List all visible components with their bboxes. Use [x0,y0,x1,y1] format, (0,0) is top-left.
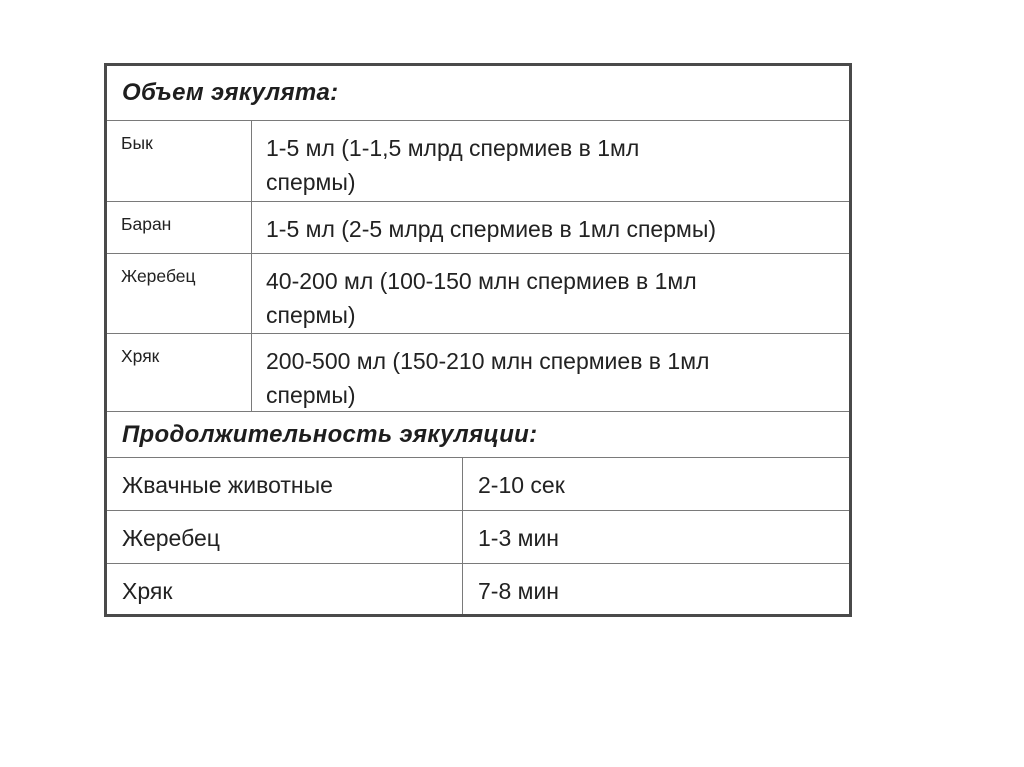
animal-name: Бык [121,133,153,153]
value-cell [463,458,849,510]
animal-cell [107,254,252,333]
animal-name: Хряк [121,346,160,366]
animal-cell [107,458,463,510]
animal-cell [107,121,252,201]
table-row [107,254,849,334]
duration-value: 7-8 мин [478,578,559,604]
animal-cell [107,511,463,563]
duration-value: 1-3 мин [478,525,559,551]
animal-name: Хряк [122,578,173,604]
volume-value: 40-200 мл (100-150 млн спермиев в 1мл спермы) [266,268,697,328]
table-row [107,511,849,564]
value-cell [252,121,849,201]
volume-heading: Объем эякулята: [122,79,339,106]
animal-cell [107,202,252,253]
value-cell [463,564,849,614]
value-cell [252,254,849,333]
table-row [107,458,849,511]
volume-value: 1-5 мл (1-1,5 млрд спермиев в 1мл спермы) [266,135,640,195]
volume-heading-cell [107,66,849,120]
duration-value: 2-10 сек [478,472,565,498]
volume-heading-row [107,66,849,121]
table-row [107,202,849,254]
ejaculate-table [104,63,852,617]
volume-value: 200-500 мл (150-210 млн спермиев в 1мл спермы) [266,348,710,408]
volume-value: 1-5 мл (2-5 млрд спермиев в 1мл спермы) [266,216,717,242]
duration-heading-row [107,412,849,458]
value-cell [252,202,849,253]
table-row [107,121,849,202]
animal-name: Жвачные животные [122,472,333,498]
table-row [107,564,849,614]
animal-name: Жеребец [122,525,220,551]
animal-name: Баран [121,214,172,234]
value-cell [252,334,849,411]
duration-heading: Продолжительность эякуляции: [122,421,538,448]
animal-cell [107,334,252,411]
animal-cell [107,564,463,614]
value-cell [463,511,849,563]
animal-name: Жеребец [121,266,196,286]
duration-heading-cell [107,412,849,457]
table-row [107,334,849,412]
